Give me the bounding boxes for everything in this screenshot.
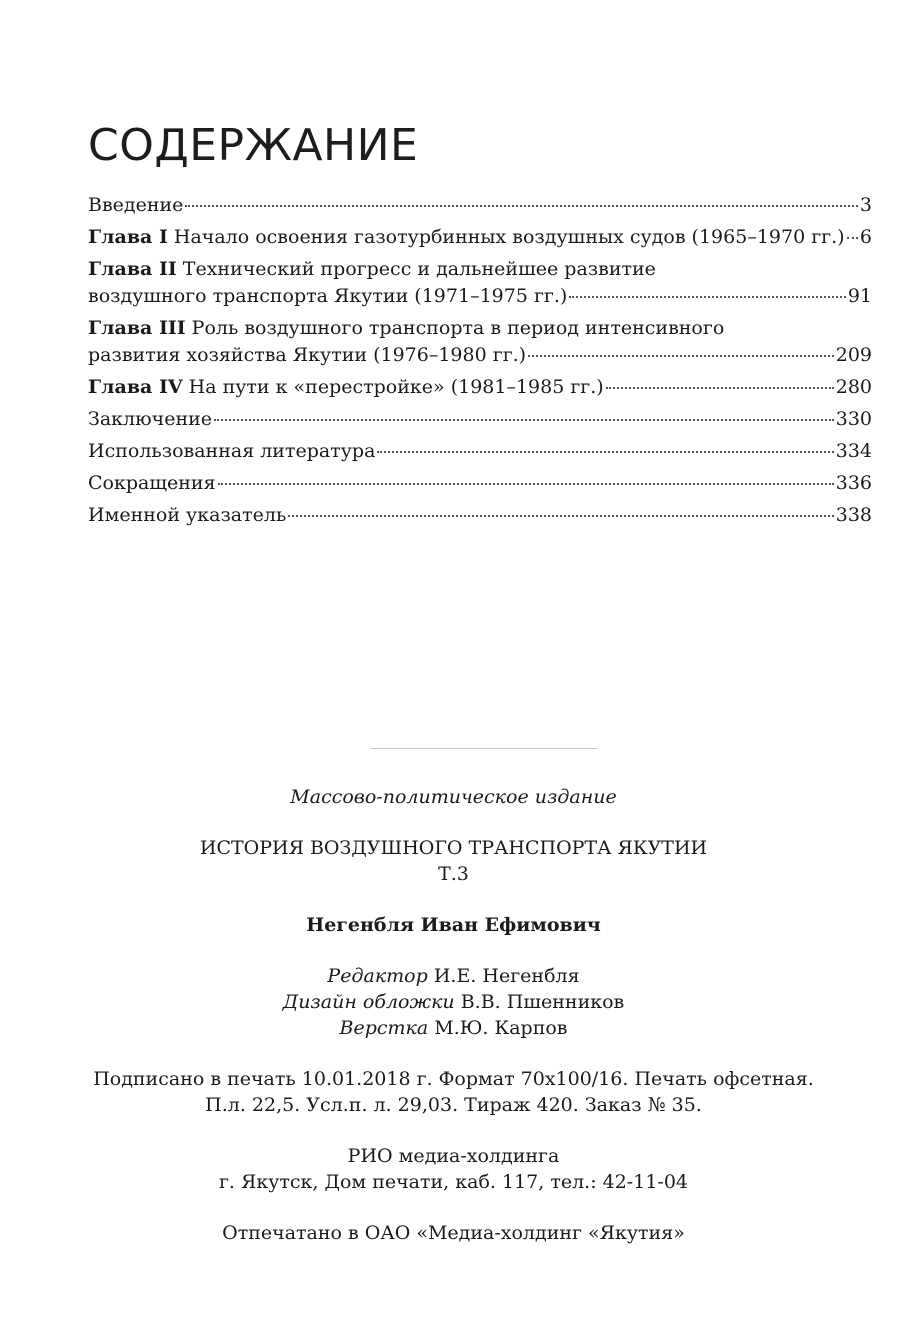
toc-page-number: 338 [835, 504, 872, 526]
toc-leader [606, 387, 834, 389]
credit-name: В.В. Пшенников [460, 991, 625, 1013]
toc-entry-abbreviations [88, 470, 872, 497]
publication-series: Массово-политическое издание [290, 786, 617, 808]
toc-page-number: 91 [847, 285, 872, 307]
credit-name: М.Ю. Карпов [434, 1017, 568, 1039]
toc-entry-chapter-1 [88, 224, 872, 251]
book-author: Негенбля Иван Ефимович [306, 914, 601, 936]
credit-role: Дизайн обложки [282, 991, 455, 1013]
toc-page-number: 3 [859, 194, 872, 216]
toc-entry-chapter-2 [88, 256, 872, 310]
toc-page-number: 336 [835, 472, 872, 494]
toc-entry-title-cont: развития хозяйства Якутии (1976–1980 гг.) [88, 344, 527, 366]
toc-entry-chapter-4 [88, 374, 872, 401]
printed-by: Отпечатано в ОАО «Медиа-холдинг «Якутия» [222, 1222, 685, 1244]
toc-leader [185, 205, 857, 207]
print-info-line-2: П.л. 22,5. Усл.п. л. 29,03. Тираж 420. Заказ № 35. [205, 1094, 702, 1116]
credit-editor [0, 963, 907, 989]
toc-leader [214, 419, 834, 421]
toc-chapter-label: Глава IV [88, 376, 183, 398]
publisher: РИО медиа-холдинга [347, 1145, 560, 1167]
credit-role: Редактор [327, 965, 428, 987]
book-volume: Т.3 [438, 863, 469, 885]
toc-page-number: 330 [835, 408, 872, 430]
print-info-line-1: Подписано в печать 10.01.2018 г. Формат 70х100/16. Печать офсетная. [93, 1068, 814, 1090]
toc-leader [288, 515, 833, 517]
divider [370, 748, 598, 749]
toc-page-number: 209 [835, 344, 872, 366]
toc-leader [569, 296, 845, 298]
toc-entry-title: Сокращения [88, 472, 216, 494]
credit-role: Верстка [339, 1017, 429, 1039]
imprint-block [0, 784, 907, 1246]
toc-entry-title: Именной указатель [88, 504, 287, 526]
toc-page-number: 6 [859, 226, 872, 248]
toc-entry-title: Использованная литература [88, 440, 376, 462]
toc-entry-name-index [88, 502, 872, 529]
credit-name: И.Е. Негенбля [433, 965, 580, 987]
toc-leader [847, 237, 858, 239]
toc-leader [528, 355, 834, 357]
toc-heading: СОДЕРЖАНИЕ [88, 120, 419, 171]
toc-entry-introduction [88, 192, 872, 219]
toc-chapter-label: Глава III [88, 317, 186, 339]
toc-entry-references [88, 438, 872, 465]
toc-leader [377, 451, 833, 453]
toc-chapter-label: Глава II [88, 258, 177, 280]
toc-entry-conclusion [88, 406, 872, 433]
toc-page-number: 280 [835, 376, 872, 398]
credit-layout [0, 1015, 907, 1041]
credit-cover-design [0, 989, 907, 1015]
toc-page-number: 334 [835, 440, 872, 462]
toc-entry-title-cont: воздушного транспорта Якутии (1971–1975 гг.) [88, 285, 568, 307]
toc-entry-title: Заключение [88, 408, 213, 430]
toc-chapter-label: Глава I [88, 226, 168, 248]
toc-entry-chapter-3 [88, 315, 872, 369]
toc-entry-title: Роль воздушного транспорта в период интенсивного [191, 317, 725, 339]
publisher-address: г. Якутск, Дом печати, каб. 117, тел.: 42-11-04 [218, 1171, 689, 1193]
table-of-contents [88, 192, 872, 534]
book-title: ИСТОРИЯ ВОЗДУШНОГО ТРАНСПОРТА ЯКУТИИ [199, 837, 708, 859]
toc-entry-title: Технический прогресс и дальнейшее развитие [182, 258, 656, 280]
toc-entry-title: На пути к «перестройке» (1981–1985 гг.) [188, 376, 604, 398]
toc-entry-title: Начало освоения газотурбинных воздушных судов (1965–1970 гг.) [173, 226, 845, 248]
toc-leader [218, 483, 834, 485]
toc-entry-title: Введение [88, 194, 184, 216]
